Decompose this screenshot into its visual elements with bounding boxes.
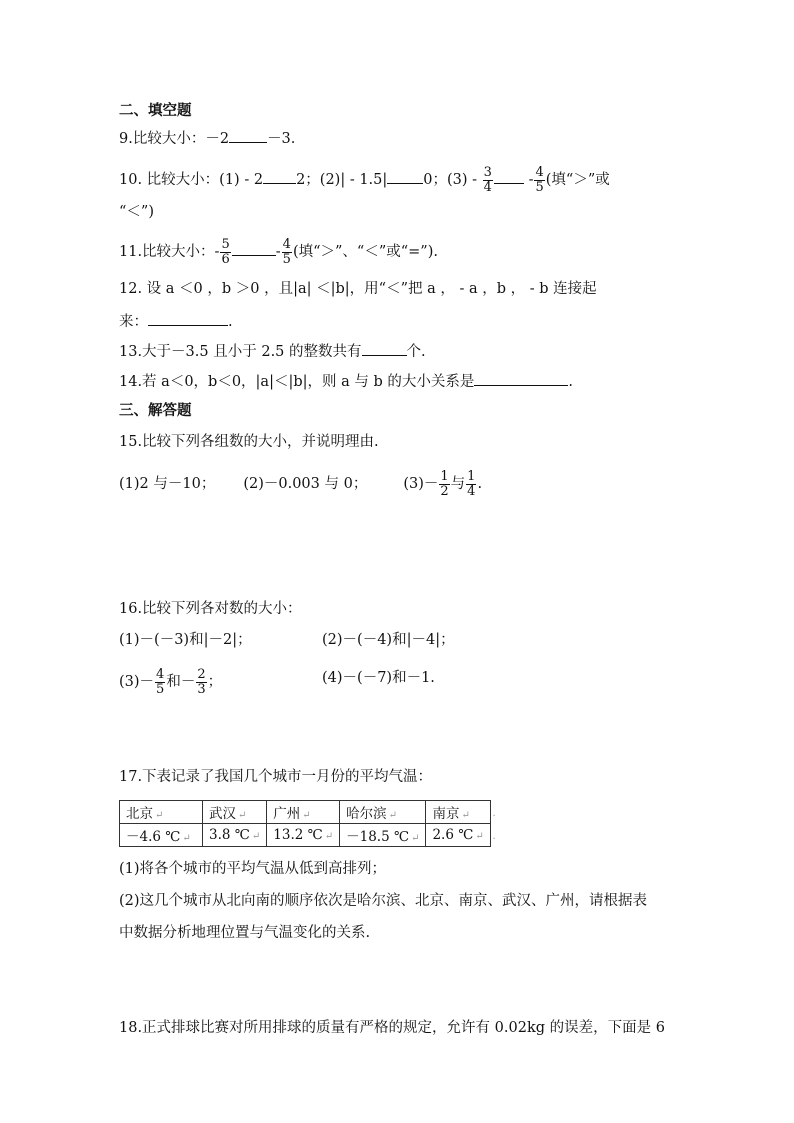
answer-blank[interactable]	[362, 341, 407, 356]
question-17-part-2: (2)这几个城市从北向南的顺序依次是哈尔滨、北京、南京、武汉、广州，请根据表	[119, 893, 648, 909]
question-16-item-1: (1)－(－3)和|－2|；	[119, 632, 252, 648]
fraction: $\frac{1}{2}$	[440, 469, 449, 499]
row-end-mark: .	[492, 808, 496, 819]
answer-blank[interactable]	[232, 241, 276, 256]
question-12: 12. 设 a ＜0 ，b ＞0 ，且|a| ＜|b|，用“＜”把 a ， - a ，b ， - b 连接起	[119, 281, 597, 297]
fraction: $\frac{4}{5}$	[535, 165, 544, 195]
answer-blank[interactable]	[263, 169, 296, 184]
section-heading-answer: 三、解答题	[119, 403, 192, 419]
question-16-item-4: (4)－(－7)和－1.	[322, 670, 435, 686]
question-14: 14.若 a＜0，b＜0，|a|＜|b|，则 a 与 b 的大小关系是 .	[119, 371, 573, 392]
table-cell: 北京 ↵	[120, 801, 203, 824]
question-15-items: (1)2 与－10； (2)－0.003 与 0； (3)－ $\frac{1}{2}$ 与 $\frac{1}{4}$ .	[119, 469, 483, 499]
question-13: 13.大于－3.5 且小于 2.5 的整数共有 个.	[119, 341, 426, 362]
fraction: $\frac{4}{5}$	[282, 237, 291, 267]
question-9: 9.比较大小：－2 －3.	[119, 128, 295, 149]
question-17-part-1: (1)将各个城市的平均气温从低到高排列；	[119, 861, 387, 877]
question-16-item-2: (2)－(－4)和|－4|；	[322, 632, 455, 648]
question-16-stem: 16.比较下列各对数的大小：	[119, 601, 302, 617]
question-12-continued: 来： .	[119, 311, 233, 332]
fraction: $\frac{4}{5}$	[156, 667, 165, 697]
fraction: $\frac{3}{4}$	[483, 165, 492, 195]
table-row	[120, 801, 498, 824]
table-cell: －18.5 ℃ ↵	[340, 824, 426, 847]
answer-blank[interactable]	[494, 169, 524, 184]
answer-blank[interactable]	[474, 371, 568, 386]
table-cell: 武汉 ↵	[203, 801, 267, 824]
section-heading-fill-blank: 二、填空题	[119, 103, 192, 119]
table-cell: 广州 ↵	[267, 801, 340, 824]
table-cell: 3.8 ℃ ↵	[203, 824, 267, 847]
temperature-table	[119, 800, 498, 847]
question-18: 18.正式排球比赛对所用排球的质量有严格的规定，允许有 0.02kg 的误差，下面是 6	[119, 1020, 665, 1036]
fraction: $\frac{2}{3}$	[197, 667, 206, 697]
table-cell: 哈尔滨 ↵	[340, 801, 426, 824]
table-cell: 2.6 ℃ ↵	[426, 824, 491, 847]
table-cell: 南京 ↵	[426, 801, 491, 824]
question-11: 11.比较大小：- $\frac{5}{6}$ - $\frac{4}{5}$ (填“＞”、“＜”或“=”).	[119, 237, 438, 267]
table-row	[120, 824, 498, 847]
question-15-stem: 15.比较下列各组数的大小，并说明理由.	[119, 434, 379, 450]
question-17-part-2-continued: 中数据分析地理位置与气温变化的关系.	[119, 925, 371, 941]
table-cell: 13.2 ℃ ↵	[267, 824, 340, 847]
fraction: $\frac{1}{4}$	[467, 469, 476, 499]
row-end-mark: .	[492, 831, 496, 842]
table-cell: －4.6 ℃ ↵	[120, 824, 203, 847]
question-10: 10. 比较大小：(1) - 2 2；(2)| - 1.5| 0；(3) - $\frac{3}{4}$ - $\frac{4}{5}$ (填“＞”或	[119, 165, 610, 195]
answer-blank[interactable]	[148, 311, 228, 326]
fraction: $\frac{5}{6}$	[221, 237, 230, 267]
question-17-stem: 17.下表记录了我国几个城市一月份的平均气温：	[119, 769, 433, 785]
question-10-continued: “＜”)	[119, 204, 154, 220]
answer-blank[interactable]	[229, 128, 267, 143]
question-16-item-3: (3)－ $\frac{4}{5}$ 和－ $\frac{2}{3}$ ；	[119, 667, 223, 697]
answer-blank[interactable]	[387, 169, 423, 184]
